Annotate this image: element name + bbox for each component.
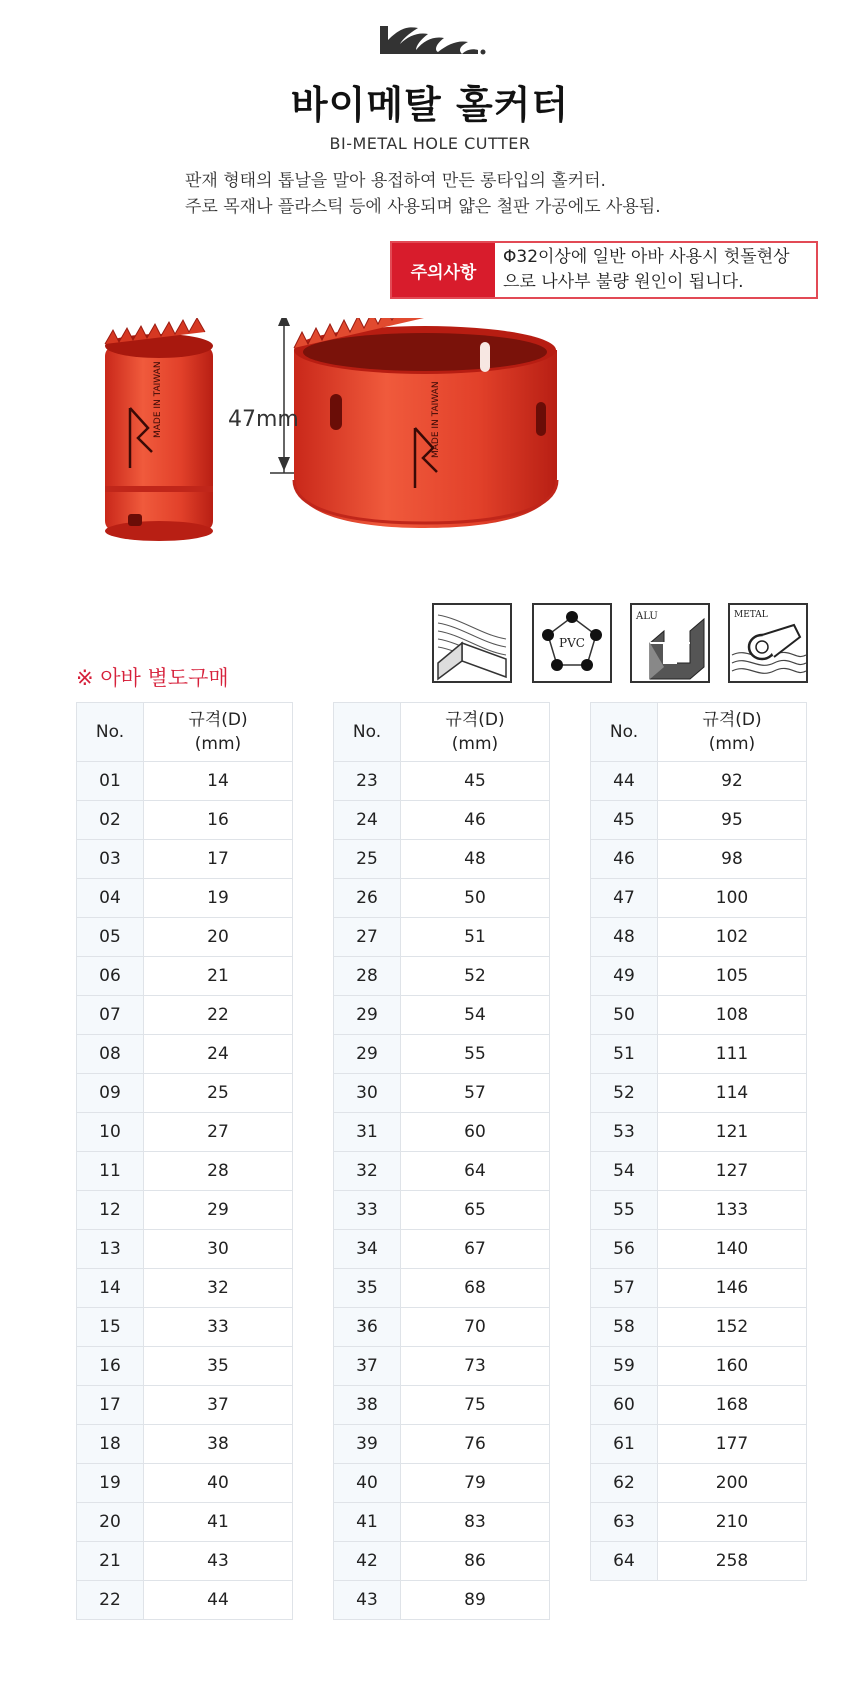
row-size: 114: [658, 1074, 807, 1113]
row-size: 60: [401, 1113, 550, 1152]
row-no: 29: [334, 1035, 401, 1074]
row-no: 24: [334, 801, 401, 840]
row-no: 34: [334, 1230, 401, 1269]
small-hole-cutter: [105, 318, 213, 541]
pvc-icon: [532, 603, 612, 683]
row-no: 13: [77, 1230, 144, 1269]
table-row: [77, 957, 293, 996]
spec-table-2: [333, 702, 550, 1620]
row-size: 146: [658, 1269, 807, 1308]
table-header-row: [77, 703, 293, 762]
table-row: [77, 1503, 293, 1542]
row-size: 43: [144, 1542, 293, 1581]
header-size: [401, 703, 550, 762]
row-no: 26: [334, 879, 401, 918]
row-no: 32: [334, 1152, 401, 1191]
row-no: 16: [77, 1347, 144, 1386]
table-header-row: [591, 703, 807, 762]
row-no: 60: [591, 1386, 658, 1425]
row-no: 58: [591, 1308, 658, 1347]
header-size-unit: (mm): [194, 734, 242, 754]
table-row: [591, 762, 807, 801]
row-no: 45: [591, 801, 658, 840]
row-no: 19: [77, 1464, 144, 1503]
row-size: 105: [658, 957, 807, 996]
row-size: 21: [144, 957, 293, 996]
table-row: [591, 1347, 807, 1386]
row-size: 25: [144, 1074, 293, 1113]
row-size: 29: [144, 1191, 293, 1230]
table-row: [334, 1425, 550, 1464]
caution-box: [390, 241, 818, 299]
row-size: 38: [144, 1425, 293, 1464]
table-row: [77, 1347, 293, 1386]
table-row: [334, 1191, 550, 1230]
row-no: 63: [591, 1503, 658, 1542]
table-row: [591, 1542, 807, 1581]
row-size: 140: [658, 1230, 807, 1269]
wood-icon: [432, 603, 512, 683]
row-no: 17: [77, 1386, 144, 1425]
product-description: [185, 168, 661, 220]
alu-label: ALU: [636, 611, 658, 622]
table-row: [334, 1074, 550, 1113]
product-image: [90, 318, 630, 568]
row-size: 210: [658, 1503, 807, 1542]
row-no: 33: [334, 1191, 401, 1230]
table-row: [591, 957, 807, 996]
table-row: [334, 879, 550, 918]
row-size: 24: [144, 1035, 293, 1074]
row-no: 50: [591, 996, 658, 1035]
row-no: 15: [77, 1308, 144, 1347]
table-row: [334, 1269, 550, 1308]
table-row: [591, 1386, 807, 1425]
table-row: [77, 1464, 293, 1503]
header-size-unit: (mm): [451, 734, 499, 754]
header-size: [658, 703, 807, 762]
row-no: 28: [334, 957, 401, 996]
row-size: 40: [144, 1464, 293, 1503]
row-no: 30: [334, 1074, 401, 1113]
kw-logo: [378, 22, 488, 58]
table-row: [591, 801, 807, 840]
table-row: [77, 1581, 293, 1620]
row-size: 89: [401, 1581, 550, 1620]
table-header-row: [334, 703, 550, 762]
spec-table-3: [590, 702, 807, 1581]
table-row: [334, 1503, 550, 1542]
row-no: 52: [591, 1074, 658, 1113]
row-size: 41: [144, 1503, 293, 1542]
row-no: 12: [77, 1191, 144, 1230]
table-row: [591, 1269, 807, 1308]
row-no: 11: [77, 1152, 144, 1191]
row-no: 10: [77, 1113, 144, 1152]
row-size: 50: [401, 879, 550, 918]
row-no: 29: [334, 996, 401, 1035]
table-row: [77, 1425, 293, 1464]
row-no: 51: [591, 1035, 658, 1074]
table-row: [591, 1113, 807, 1152]
row-no: 39: [334, 1425, 401, 1464]
header-size-line: 규격(D): [702, 710, 762, 730]
table-row: [591, 1425, 807, 1464]
row-no: 14: [77, 1269, 144, 1308]
row-size: 111: [658, 1035, 807, 1074]
table-row: [591, 1035, 807, 1074]
row-size: 67: [401, 1230, 550, 1269]
row-size: 177: [658, 1425, 807, 1464]
aluminum-icon: [630, 603, 710, 683]
row-no: 44: [591, 762, 658, 801]
row-size: 22: [144, 996, 293, 1035]
row-size: 160: [658, 1347, 807, 1386]
table-row: [334, 1035, 550, 1074]
row-no: 61: [591, 1425, 658, 1464]
table-row: [591, 996, 807, 1035]
row-size: 152: [658, 1308, 807, 1347]
row-size: 30: [144, 1230, 293, 1269]
header-size-unit: (mm): [708, 734, 756, 754]
pvc-label: PVC: [559, 636, 585, 650]
table-row: [77, 996, 293, 1035]
table-row: [77, 1035, 293, 1074]
table-row: [334, 918, 550, 957]
table-row: [77, 879, 293, 918]
row-size: 200: [658, 1464, 807, 1503]
header-size-line: 규격(D): [188, 710, 248, 730]
row-size: 45: [401, 762, 550, 801]
row-no: 54: [591, 1152, 658, 1191]
row-size: 100: [658, 879, 807, 918]
row-size: 44: [144, 1581, 293, 1620]
row-size: 19: [144, 879, 293, 918]
row-no: 56: [591, 1230, 658, 1269]
row-no: 05: [77, 918, 144, 957]
arbor-note: ※ 아바 별도구매: [76, 666, 229, 690]
metal-label: METAL: [734, 610, 768, 620]
row-no: 31: [334, 1113, 401, 1152]
row-no: 23: [334, 762, 401, 801]
table-row: [591, 1464, 807, 1503]
row-size: 20: [144, 918, 293, 957]
header-size: [144, 703, 293, 762]
caution-label: 주의사항: [392, 243, 495, 297]
row-size: 28: [144, 1152, 293, 1191]
row-no: 04: [77, 879, 144, 918]
row-size: 65: [401, 1191, 550, 1230]
row-size: 37: [144, 1386, 293, 1425]
row-no: 07: [77, 996, 144, 1035]
caution-line: 으로 나사부 불량 원인이 됩니다.: [503, 272, 744, 292]
header-size-line: 규격(D): [445, 710, 505, 730]
header-no: No.: [334, 703, 401, 762]
row-size: 54: [401, 996, 550, 1035]
table-row: [334, 1542, 550, 1581]
row-no: 41: [334, 1503, 401, 1542]
row-size: 46: [401, 801, 550, 840]
row-no: 40: [334, 1464, 401, 1503]
table-row: [591, 840, 807, 879]
row-no: 25: [334, 840, 401, 879]
table-row: [77, 1191, 293, 1230]
row-size: 68: [401, 1269, 550, 1308]
table-row: [77, 1074, 293, 1113]
row-size: 75: [401, 1386, 550, 1425]
row-no: 48: [591, 918, 658, 957]
row-size: 32: [144, 1269, 293, 1308]
row-size: 95: [658, 801, 807, 840]
row-size: 98: [658, 840, 807, 879]
table-row: [591, 879, 807, 918]
table-row: [591, 1074, 807, 1113]
row-no: 09: [77, 1074, 144, 1113]
row-size: 52: [401, 957, 550, 996]
row-no: 02: [77, 801, 144, 840]
page-title: 바이메탈 홀커터: [290, 83, 570, 127]
row-size: 16: [144, 801, 293, 840]
row-size: 70: [401, 1308, 550, 1347]
row-size: 33: [144, 1308, 293, 1347]
table-row: [334, 1386, 550, 1425]
table-row: [77, 918, 293, 957]
table-row: [77, 1542, 293, 1581]
metal-icon: [728, 603, 808, 683]
row-size: 27: [144, 1113, 293, 1152]
row-size: 35: [144, 1347, 293, 1386]
row-no: 49: [591, 957, 658, 996]
row-size: 79: [401, 1464, 550, 1503]
page-subtitle: BI-METAL HOLE CUTTER: [329, 134, 531, 153]
row-no: 01: [77, 762, 144, 801]
table-row: [77, 840, 293, 879]
row-size: 14: [144, 762, 293, 801]
row-no: 22: [77, 1581, 144, 1620]
table-row: [591, 1230, 807, 1269]
row-no: 47: [591, 879, 658, 918]
table-row: [334, 957, 550, 996]
row-size: 168: [658, 1386, 807, 1425]
row-size: 102: [658, 918, 807, 957]
table-row: [334, 1464, 550, 1503]
table-row: [334, 1347, 550, 1386]
row-size: 83: [401, 1503, 550, 1542]
row-no: 08: [77, 1035, 144, 1074]
table-row: [591, 918, 807, 957]
row-no: 35: [334, 1269, 401, 1308]
row-no: 27: [334, 918, 401, 957]
table-row: [77, 1269, 293, 1308]
row-no: 43: [334, 1581, 401, 1620]
table-row: [77, 1113, 293, 1152]
table-row: [334, 762, 550, 801]
table-row: [334, 1113, 550, 1152]
spec-table-1: [76, 702, 293, 1620]
row-no: 53: [591, 1113, 658, 1152]
table-row: [77, 801, 293, 840]
row-size: 51: [401, 918, 550, 957]
table-row: [591, 1152, 807, 1191]
header-no: No.: [591, 703, 658, 762]
row-no: 20: [77, 1503, 144, 1542]
row-no: 46: [591, 840, 658, 879]
table-row: [334, 1152, 550, 1191]
description-line: 주로 목재나 플라스틱 등에 사용되며 얇은 철판 가공에도 사용됨.: [185, 197, 661, 217]
row-size: 133: [658, 1191, 807, 1230]
table-row: [77, 1152, 293, 1191]
table-row: [77, 1386, 293, 1425]
large-hole-cutter: [294, 318, 580, 528]
row-size: 76: [401, 1425, 550, 1464]
caution-line: Φ32이상에 일반 아바 사용시 헛돌현상: [503, 247, 790, 267]
caution-text: [495, 243, 816, 297]
row-no: 62: [591, 1464, 658, 1503]
header-no: No.: [77, 703, 144, 762]
row-no: 36: [334, 1308, 401, 1347]
table-row: [334, 1581, 550, 1620]
row-size: 92: [658, 762, 807, 801]
row-no: 18: [77, 1425, 144, 1464]
row-no: 57: [591, 1269, 658, 1308]
table-row: [591, 1191, 807, 1230]
row-size: 258: [658, 1542, 807, 1581]
row-no: 06: [77, 957, 144, 996]
row-no: 38: [334, 1386, 401, 1425]
table-row: [334, 1308, 550, 1347]
row-size: 64: [401, 1152, 550, 1191]
made-in-label: MADE IN TAIWAN: [153, 361, 163, 438]
row-size: 108: [658, 996, 807, 1035]
row-no: 42: [334, 1542, 401, 1581]
table-row: [77, 762, 293, 801]
dimension-label: 47mm: [228, 407, 299, 432]
row-no: 37: [334, 1347, 401, 1386]
table-row: [77, 1308, 293, 1347]
row-no: 64: [591, 1542, 658, 1581]
row-size: 57: [401, 1074, 550, 1113]
table-row: [334, 840, 550, 879]
row-size: 73: [401, 1347, 550, 1386]
table-row: [334, 801, 550, 840]
row-size: 127: [658, 1152, 807, 1191]
row-size: 86: [401, 1542, 550, 1581]
row-no: 55: [591, 1191, 658, 1230]
table-row: [591, 1503, 807, 1542]
table-row: [334, 1230, 550, 1269]
made-in-label: MADE IN TAIWAN: [431, 381, 441, 458]
row-no: 59: [591, 1347, 658, 1386]
row-size: 121: [658, 1113, 807, 1152]
description-line: 판재 형태의 톱날을 말아 용접하여 만든 롱타입의 홀커터.: [185, 171, 606, 191]
row-size: 17: [144, 840, 293, 879]
row-size: 48: [401, 840, 550, 879]
row-no: 03: [77, 840, 144, 879]
row-no: 21: [77, 1542, 144, 1581]
table-row: [334, 996, 550, 1035]
row-size: 55: [401, 1035, 550, 1074]
table-row: [77, 1230, 293, 1269]
table-row: [591, 1308, 807, 1347]
